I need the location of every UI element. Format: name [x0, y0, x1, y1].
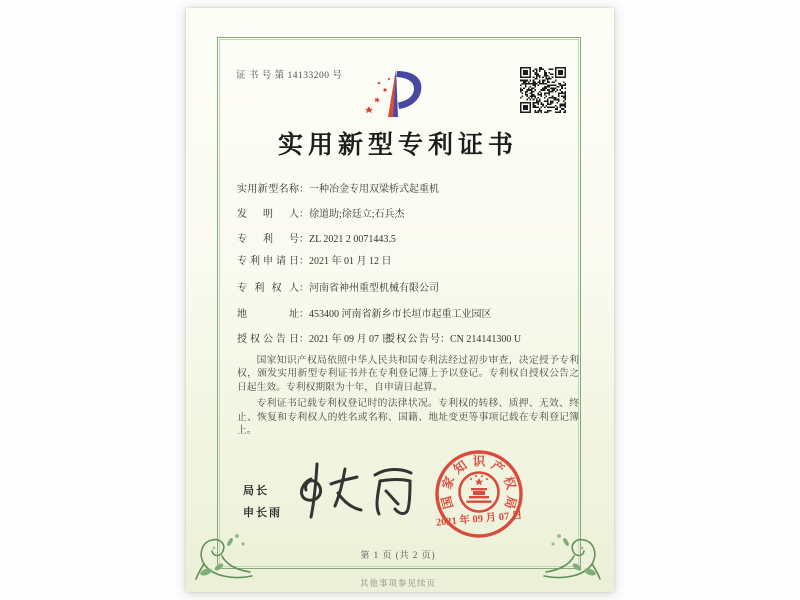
seal-date: 2021 年 09 月 07 日	[435, 510, 523, 529]
field-value: CN 214141300 U	[450, 334, 522, 345]
corner-ornament-bottom-left	[192, 522, 258, 582]
director-signature	[291, 457, 423, 523]
field-row-patentee: 专利权人：河南省神州重型机械有限公司	[237, 279, 579, 294]
back-note: 其他事项参见续页	[359, 578, 436, 588]
legal-paragraph: 专利证书记载专利权登记时的法律状况。专利权的转移、质押、无效、终止、恢复和专利权人的姓名或名称、国籍、地址变更等事项记载在专利登记簿上。	[237, 398, 579, 437]
field-row-address: 地址：453400 河南省新乡市长垣市起重工业园区	[237, 305, 579, 320]
field-value: ZL 2021 2 0071443.5	[309, 234, 396, 245]
field-label: 实用新型名称	[237, 184, 299, 195]
certificate-title: 实用新型专利证书	[277, 132, 518, 159]
field-label: 授权公告号	[385, 334, 440, 345]
field-label: 专利申请日	[237, 256, 299, 267]
field-row-grant: 授权公告日：2021 年 09 月 07 日 授权公告号：CN 214141300 U	[237, 330, 579, 345]
director-block	[243, 482, 282, 526]
field-row-inventors: 发明人：徐道助;徐廷立;石兵杰	[237, 205, 579, 220]
svg-text:家: 家	[439, 474, 458, 492]
field-value: 河南省神州重型机械有限公司	[309, 283, 439, 294]
legal-paragraph: 国家知识产权局依照中华人民共和国专利法经过初步审查，决定授予专利权，颁发实用新型专利证书并在专利登记簿上予以登记。专利权自授权公告之日起生效。专利权期限为十年，自申请日起算。	[237, 355, 579, 393]
field-label: 发明人	[237, 209, 299, 220]
field-label: 专利号	[237, 234, 299, 245]
certificate-paper	[186, 8, 614, 592]
svg-text:识: 识	[472, 454, 486, 469]
svg-text:产: 产	[488, 458, 507, 477]
field-label: 授权公告日	[237, 334, 299, 345]
field-row-grant-no: 授权公告号：CN 214141300 U	[385, 330, 521, 345]
svg-text:国: 国	[439, 494, 456, 511]
director-name: 申长雨	[243, 507, 282, 519]
svg-text:局: 局	[502, 494, 519, 511]
field-value: 453400 河南省新乡市长垣市起重工业园区	[309, 309, 492, 320]
legal-text-block	[237, 354, 579, 440]
director-title: 局长	[243, 485, 269, 497]
corner-ornament-bottom-right	[538, 522, 604, 582]
svg-text:权: 权	[500, 474, 519, 492]
field-value: 徐道助;徐廷立;石兵杰	[309, 209, 405, 220]
field-row-patent-no: 专利号：ZL 2021 2 0071443.5	[237, 230, 579, 245]
field-row-filing-date: 专利申请日：2021 年 01 月 12 日	[237, 252, 579, 267]
field-value: 一种冶金专用双梁桥式起重机	[309, 184, 439, 195]
field-value: 2021 年 01 月 12 日	[309, 256, 392, 267]
cnipa-logo-icon	[362, 64, 434, 124]
svg-text:知: 知	[451, 458, 470, 477]
national-emblem-icon	[460, 473, 499, 512]
qr-code	[520, 67, 566, 113]
field-label: 专利权人	[237, 283, 299, 294]
official-seal	[424, 444, 534, 548]
field-row-name: 实用新型名称：一种冶金专用双梁桥式起重机	[237, 180, 579, 195]
page-number: 第 1 页 (共 2 页)	[360, 550, 436, 560]
field-label: 地址	[237, 309, 299, 320]
cert-number: 证 书 号 第 14133200 号	[236, 71, 343, 81]
field-value: 2021 年 09 月 07 日	[309, 334, 392, 345]
